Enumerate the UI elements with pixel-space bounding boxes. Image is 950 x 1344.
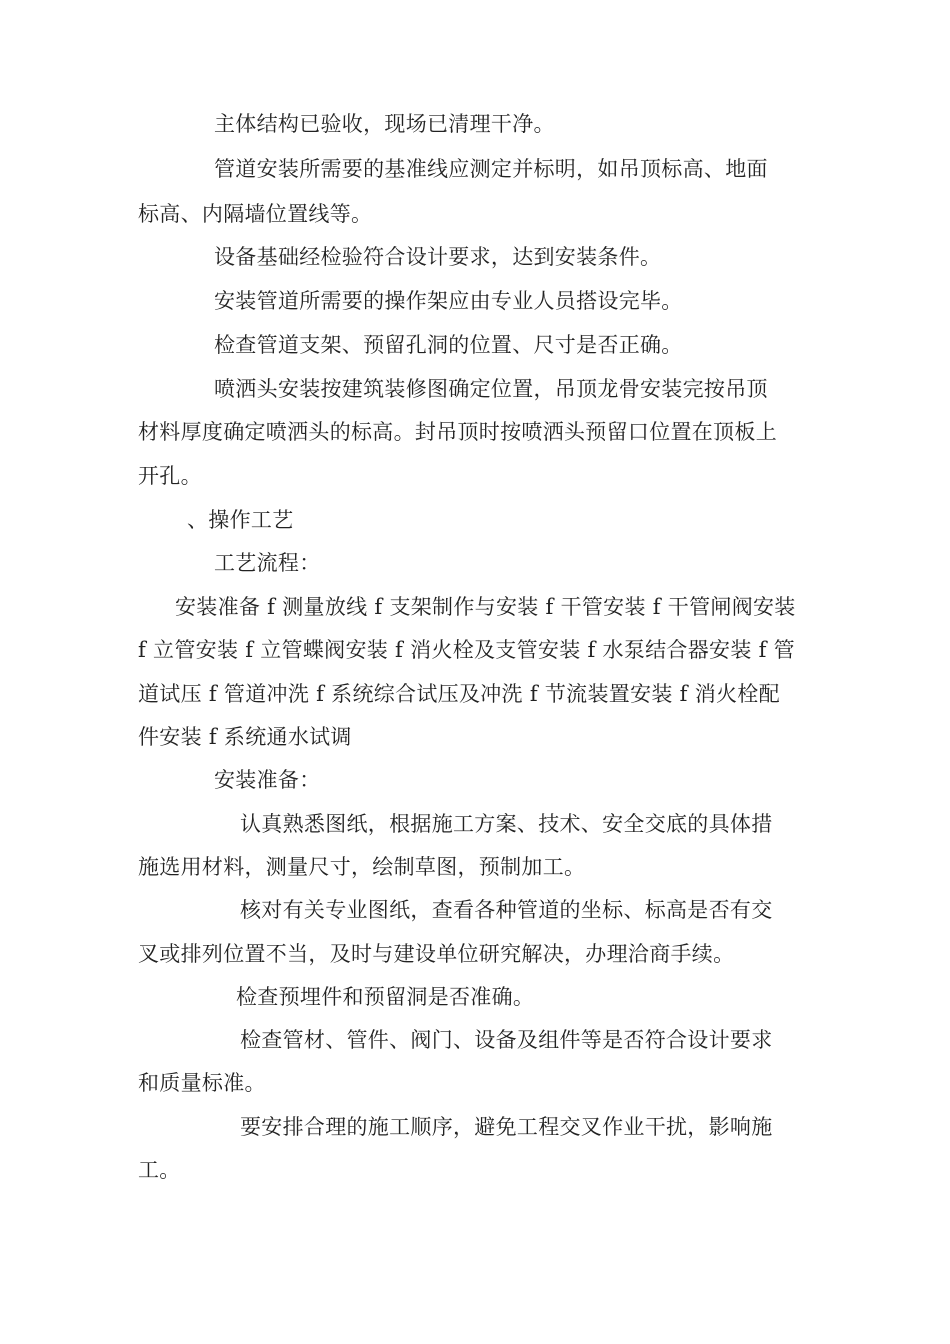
subsection-heading: 安装准备： — [214, 768, 321, 792]
text-line: 要安排合理的施工顺序，避免工程交叉作业干扰，影响施 — [240, 1115, 773, 1139]
text-line: 安装管道所需要的操作架应由专业人员搭设完毕。 — [214, 289, 683, 313]
text-line: 管道安装所需要的基准线应测定并标明，如吊顶标高、地面 — [214, 157, 768, 181]
text-line: 认真熟悉图纸，根据施工方案、技术、安全交底的具体措 — [240, 812, 773, 836]
text-line: 检查管道支架、预留孔洞的位置、尺寸是否正确。 — [214, 333, 683, 357]
text-line: 件安装 f 系统通水试调 — [138, 725, 352, 749]
text-line: 叉或排列位置不当，及时与建设单位研究解决，办理洽商手续。 — [138, 942, 735, 966]
text-line: f 立管安装 f 立管蝶阀安装 f 消火栓及支管安装 f 水泵结合器安装 f 管 — [138, 638, 795, 662]
text-line: 安装准备 f 测量放线 f 支架制作与安装 f 干管安装 f 干管闸阀安装 — [175, 595, 796, 619]
text-line: 检查预埋件和预留洞是否准确。 — [236, 985, 535, 1009]
text-line: 施选用材料，测量尺寸，绘制草图，预制加工。 — [138, 855, 586, 879]
text-line: 标高、内隔墙位置线等。 — [138, 202, 373, 226]
text-line: 材料厚度确定喷洒头的标高。封吊顶时按喷洒头预留口位置在顶板上 — [138, 420, 777, 444]
text-line: 检查管材、管件、阀门、设备及组件等是否符合设计要求 — [240, 1028, 773, 1052]
text-line: 工。 — [138, 1158, 181, 1182]
text-line: 主体结构已验收，现场已清理干净。 — [214, 112, 555, 136]
text-line: 设备基础经检验符合设计要求，达到安装条件。 — [214, 245, 662, 269]
subsection-heading: 工艺流程： — [214, 551, 321, 575]
text-line: 核对有关专业图纸，查看各种管道的坐标、标高是否有交 — [240, 898, 773, 922]
text-line: 道试压 f 管道冲洗 f 系统综合试压及冲洗 f 节流装置安装 f 消火栓配 — [138, 682, 780, 706]
text-line: 和质量标准。 — [138, 1071, 266, 1095]
text-line: 喷洒头安装按建筑装修图确定位置，吊顶龙骨安装完按吊顶 — [214, 377, 768, 401]
text-line: 开孔。 — [138, 464, 202, 488]
section-heading: 、操作工艺 — [187, 508, 294, 532]
